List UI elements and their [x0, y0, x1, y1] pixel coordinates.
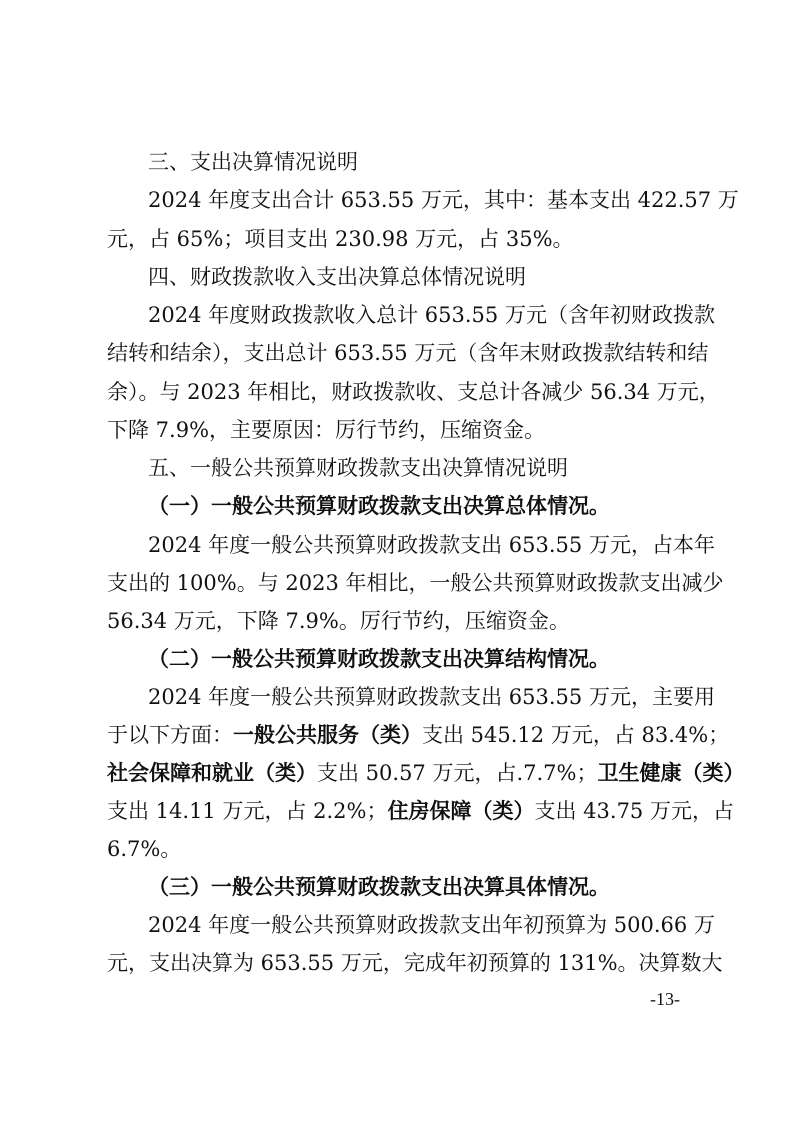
paragraph-line: 2024 年度支出合计 653.55 万元，其中：基本支出 422.57 万 [148, 188, 739, 212]
section-3-heading: 三、支出决算情况说明 [148, 150, 358, 174]
category-general-public-services: 一般公共服务（类） [233, 722, 422, 747]
paragraph-line: 下降 7.9%，主要原因：厉行节约，压缩资金。 [107, 418, 546, 442]
category-health: 卫生健康（类） [597, 760, 745, 785]
paragraph-line: 余）。与 2023 年相比，财政拨款收、支总计各减少 56.34 万元， [107, 380, 720, 404]
paragraph-text: 支出 43.75 万元，占 [534, 799, 734, 823]
paragraph-text: 支出 50.57 万元，占.7.7%； [317, 761, 598, 785]
category-housing: 住房保障（类） [387, 798, 535, 823]
section-4-heading: 四、财政拨款收入支出决算总体情况说明 [148, 265, 526, 289]
paragraph-line: 2024 年度一般公共预算财政拨款支出 653.55 万元，占本年 [148, 533, 715, 557]
subsection-2-heading: （二）一般公共预算财政拨款支出决算结构情况。 [148, 646, 610, 671]
section-5-heading: 五、一般公共预算财政拨款支出决算情况说明 [148, 456, 568, 480]
paragraph-line [107, 758, 745, 788]
paragraph-line: 56.34 万元，下降 7.9%。厉行节约，压缩资金。 [107, 609, 570, 633]
subsection-1-heading: （一）一般公共预算财政拨款支出决算总体情况。 [148, 493, 610, 518]
paragraph-line: 结转和结余），支出总计 653.55 万元（含年末财政拨款结转和结 [107, 341, 709, 365]
paragraph-line: 2024 年度一般公共预算财政拨款支出年初预算为 500.66 万 [148, 913, 715, 937]
paragraph-line: 2024 年度一般公共预算财政拨款支出 653.55 万元，主要用 [148, 685, 715, 709]
paragraph-line: 支出的 100%。与 2023 年相比，一般公共预算财政拨款支出减少 [107, 571, 724, 595]
paragraph-text: 支出 14.11 万元，占 2.2%； [107, 799, 388, 823]
paragraph-text: 于以下方面： [107, 723, 233, 747]
category-social-security: 社会保障和就业（类） [107, 760, 317, 785]
paragraph-line: 元，占 65%；项目支出 230.98 万元，占 35%。 [107, 227, 574, 251]
paragraph-text: 支出 545.12 万元，占 83.4%； [422, 723, 730, 747]
paragraph-line: 6.7%。 [107, 837, 182, 861]
page-number: -13- [650, 989, 680, 1009]
paragraph-line: 元，支出决算为 653.55 万元，完成年初预算的 131%。决算数大 [107, 951, 723, 975]
paragraph-line [107, 796, 734, 826]
paragraph-line [107, 720, 729, 750]
subsection-3-heading: （三）一般公共预算财政拨款支出决算具体情况。 [148, 874, 610, 899]
paragraph-line: 2024 年度财政拨款收入总计 653.55 万元（含年初财政拨款 [148, 303, 715, 327]
